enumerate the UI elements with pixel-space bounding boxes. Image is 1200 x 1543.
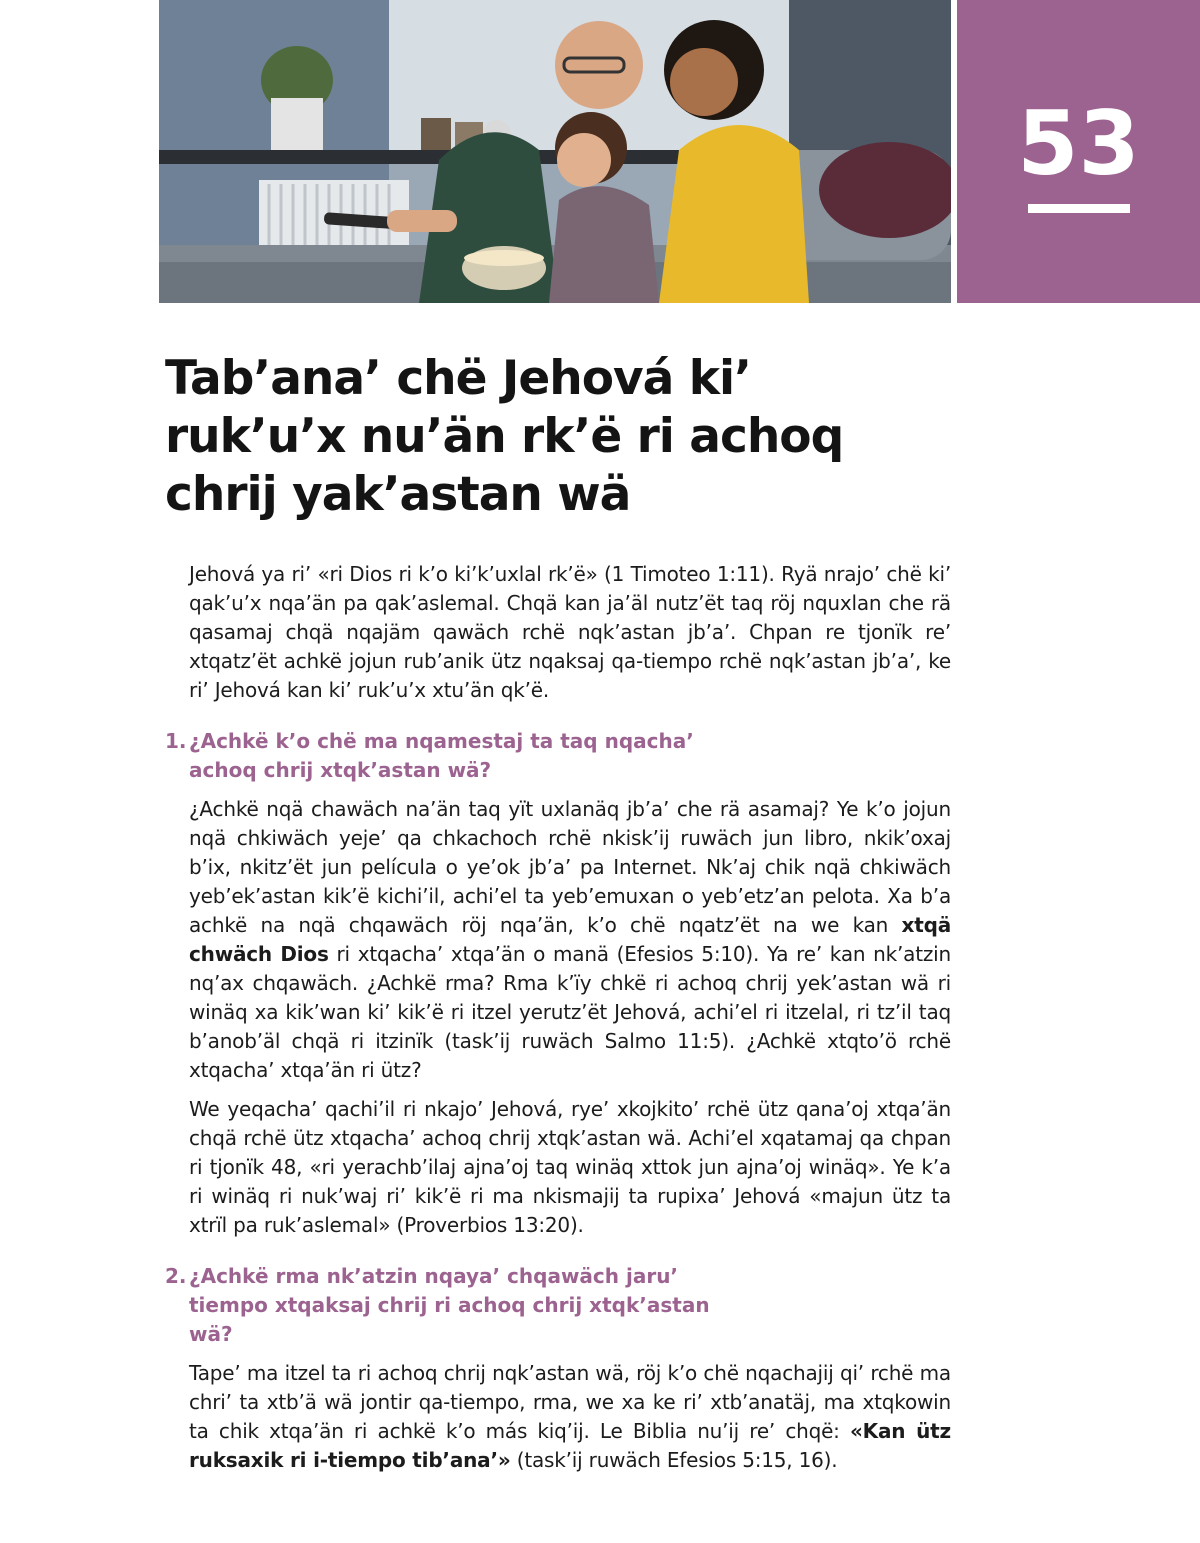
section-2-paragraph-1 xyxy=(189,1359,951,1475)
section-1-paragraph-1 xyxy=(189,795,951,1085)
family-watching-tv-photo xyxy=(159,0,951,303)
lesson-number-underline xyxy=(1028,204,1130,213)
page-title: Tab’ana’ chë Jehová ki’ ruk’u’x nu’än rk’ë ri achoq chrij yak’astan wä xyxy=(165,351,844,522)
lesson-number-block xyxy=(957,0,1200,303)
section-2-paragraph-1-c: (task’ij ruwäch Efesios 5:15, 16). xyxy=(510,1448,838,1472)
section-2-number: 2. xyxy=(165,1264,187,1288)
section-1-paragraph-1-a: ¿Achkë nqä chawäch na’än taq yït uxlanäq jb’a’ che rä asamaj? Ye k’o jojun nqä chkiwäch yeje’ qa chkachoch rchë nkisk’ij ruwäch jun libro, nkik’oxaj b’ix, nkitz’ët jun película o ye’ok jb’a’ pa Internet. Nk’aj chik nqä chkiwäch yeb’ek’astan kik’ë kichi’il, achi’el ta yeb’emuxan o yeb’etz’an pelota. Xa b’a achkë na nqä chqawäch röj nqa’än, k’o chë nqatz’ët na we kan xyxy=(189,797,951,937)
section-2-heading xyxy=(165,1262,951,1349)
section-1-number: 1. xyxy=(165,729,187,753)
lesson-body xyxy=(165,560,951,1485)
section-1-question: ¿Achkë k’o chë ma nqamestaj ta taq nqacha’ achoq chrij xtqk’astan wä? xyxy=(189,729,694,782)
section-2-question: ¿Achkë rma nk’atzin nqaya’ chqawäch jaru’ tiempo xtqaksaj chrij ri achoq chrij xtqk’astan wä? xyxy=(189,1264,710,1346)
intro-paragraph: Jehová ya ri’ «ri Dios ri k’o ki’k’uxlal rk’ë» (1 Timoteo 1:11). Ryä nrajo’ chë ki’ qak’u’x nqa’än pa qak’aslemal. Chqä kan ja’äl nutz’ët taq röj nquxlan che rä qasamaj chqä nqajäm qawäch rchë nqk’astan jb’a’. Chpan re tjonïk re’ xtqatz’ët achkë jojun rub’anik ütz nqaksaj qa-tiempo rchë nqk’astan jb’a’, ke ri’ Jehová kan ki’ ruk’u’x xtu’än qk’ë. xyxy=(189,562,951,702)
section-1-heading xyxy=(165,727,951,785)
section-1-paragraph-2: We yeqacha’ qachi’il ri nkajo’ Jehová, rye’ xkojkito’ rchë ütz qana’oj xtqa’än chqä rchë ütz xtqacha’ achoq chrij xtqk’astan wä. Achi’el xqatamaj qa chpan ri tjonïk 48, «ri yerachb’ilaj ajna’oj taq winäq xttok jun ajna’oj winäq». Ye k’a ri winäq ri nuk’waj ri’ kik’ë ri ma nkismajij ta rupixa’ Jehová «majun ütz ta xtrïl pa ruk’aslemal» (Proverbios 13:20). xyxy=(189,1097,951,1237)
section-2-paragraph-1-bold: «Kan ütz ruksaxik ri i-tiempo tib’ana’» xyxy=(189,1419,951,1472)
lesson-number: 53 xyxy=(1017,92,1140,195)
section-1-paragraph-1-bold: xtqä chwäch Dios xyxy=(189,913,951,966)
section-1-paragraph-1-c: ri xtqacha’ xtqa’än o manä (Efesios 5:10). Ya re’ kan nk’atzin nq’ax chqawäch. ¿Achkë rma? Rma k’ïy chkë ri achoq chrij yek’astan wä ri winäq xa kik’wan ki’ kik’ë ri itzel yerutz’ët Jehová, achi’el ri itzelal, ri tz’il taq b’anob’äl chqä ri itzinïk (task’ij ruwäch Salmo 11:5). ¿Achkë xtqto’ö rchë xtqacha’ xtqa’än ri ütz? xyxy=(189,942,952,1082)
section-2-paragraph-1-a: Tape’ ma itzel ta ri achoq chrij nqk’astan wä, röj k’o chë nqachajij qi’ rchë ma chri’ ta xtb’ä wä jontir qa-tiempo, rma, we xa ke ri’ xtb’anatäj, ma xtqkowin ta chik xtqa’än ri achkë k’o más kiq’ij. Le Biblia nu’ij re’ chqë: xyxy=(189,1361,951,1443)
